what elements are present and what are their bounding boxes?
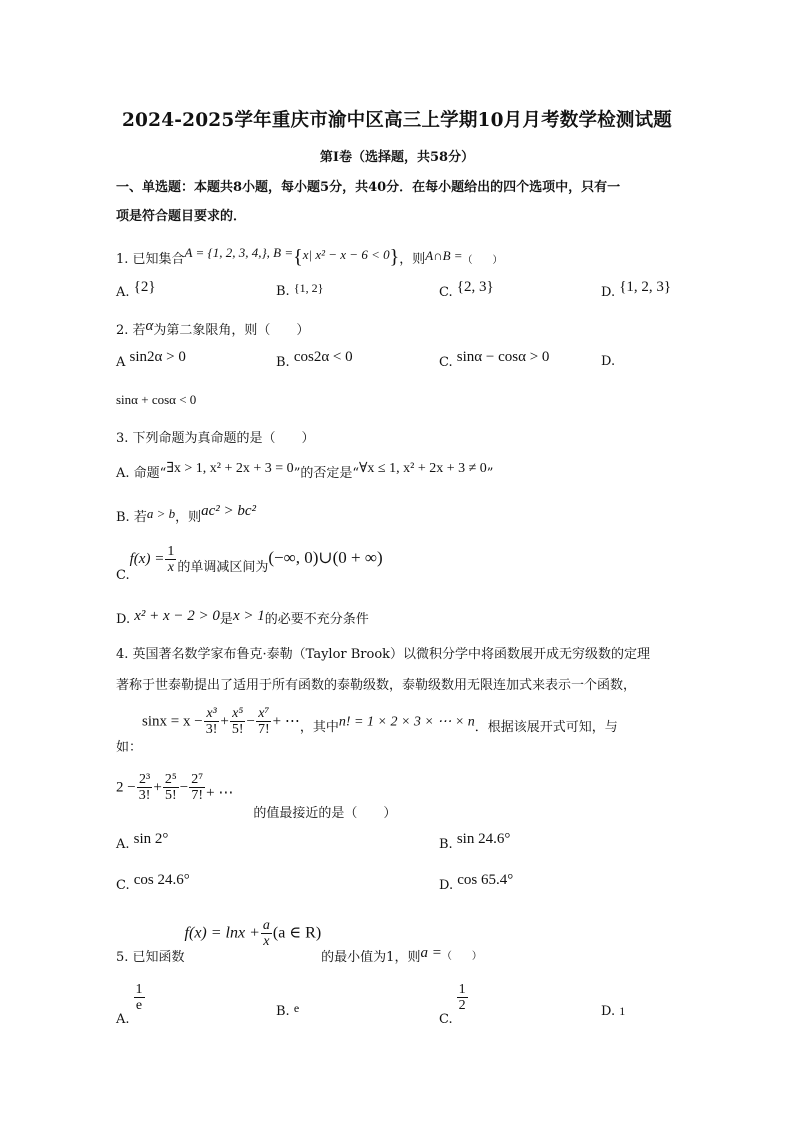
section-subtitle: 第Ⅰ卷（选择题，共58分） <box>319 150 475 165</box>
page-title: 2024-2025学年重庆市渝中区高三上学期10月月考数学检测试题 <box>121 110 672 131</box>
question-2-stem: 2. 若α为第二象限角，则（ ） <box>116 318 310 338</box>
section-instructions-line2: 项是符合题目要求的． <box>116 209 247 224</box>
q2-option-d-label: D. <box>601 354 616 369</box>
q2-alpha: α <box>145 318 154 334</box>
question-4-line1: 4. 英国著名数学家布鲁克·泰勒（Taylor Brook）以微积分学中将函数展开成无穷级数的定理 <box>116 647 651 662</box>
question-4-line2: 著称于世泰勒提出了适用于所有函数的泰勒级数，泰勒级数用无限连加式来表示一个函数， <box>116 678 637 693</box>
section-instructions-line1: 一、单选题：本题共8小题，每小题5分，共40分．在每小题给出的四个选项中，只有一 <box>116 180 621 195</box>
q3-option-b: B. 若a > b，则ac² > bc² <box>116 503 257 525</box>
q1-intersection: A∩B = <box>425 248 463 263</box>
q2-option-a: A sin2α > 0 <box>116 349 186 370</box>
q1-set-b: x| x² − x − 6 < 0 <box>302 247 390 262</box>
q1-set-a: A = {1, 2, 3, 4,}, B = <box>184 245 294 260</box>
q4-option-d: D. cos 65.4° <box>439 872 514 893</box>
q3-option-c: C.f(x) = $\frac{1}{x}$ 的单调减区间为(−∞, 0)∪(0 + ∞) <box>116 544 383 584</box>
q2-option-c: C. sinα − cosα > 0 <box>439 349 550 370</box>
question-1-stem: 1. 已知集合A = {1, 2, 3, 4,}, B ={x| x² − x − 6 < 0}，则A∩B =（ ） <box>116 245 503 268</box>
q5-option-b: B. e <box>276 1001 300 1019</box>
q1-option-c: C. {2, 3} <box>439 279 494 300</box>
q2-option-d-text: sinα + cosα < 0 <box>116 392 197 407</box>
q1-prefix: 1. 已知集合 <box>116 252 185 267</box>
q5-option-c: C. $\frac{1}{2}$ <box>439 982 466 1028</box>
question-4-expression: 2 − $\frac{\text{2³}}{3!}$ + $\frac{\text{2⁵}}{5!}$ − $\frac{\text{2⁷}}{7!}$ + ⋯的值最接近的是（ ） <box>116 772 397 822</box>
q1-post: ，则 <box>399 252 426 267</box>
q3-option-d: D. x² + x − 2 > 0是x > 1的必要不充分条件 <box>116 608 369 627</box>
q1-option-d: D. {1, 2, 3} <box>601 279 672 300</box>
q5-option-a: A. $\frac{1}{e}$ <box>116 982 143 1028</box>
question-4-series: 如：sinx = x − $\frac{\text{x³}}{3!}$ + $\frac{\text{x⁵}}{5!}$ − $\frac{\text{x⁷}}{7!}$ + ⋯，其中n! = 1 × 2 × 3 × ⋯ × n．根据该展开式可知，与 <box>116 706 618 756</box>
q3-option-a: A. 命题“∃x > 1, x² + 2x + 3 = 0”的否定是“∀x ≤ 1, x² + 2x + 3 ≠ 0” <box>116 461 494 481</box>
question-5-stem: 5. 已知函数f(x) = lnx + $\frac{a}{x}$ (a ∈ R)的最小值为1，则$a =_{( )}$ <box>116 918 482 966</box>
q4-option-b: B. sin 24.6° <box>439 831 511 852</box>
q4-option-c: C. cos 24.6° <box>116 872 190 893</box>
q4-option-a: A. sin 2° <box>116 831 169 852</box>
q1-option-b: B. {1, 2} <box>276 281 324 299</box>
q5-option-d: D. 1 <box>601 1004 626 1019</box>
q1-answer-paren: （ ） <box>462 255 503 266</box>
q2-option-b: B. cos2α < 0 <box>276 349 353 370</box>
question-3-stem: 3. 下列命题为真命题的是（ ） <box>116 431 315 446</box>
q1-option-a: A. {2} <box>116 279 156 300</box>
